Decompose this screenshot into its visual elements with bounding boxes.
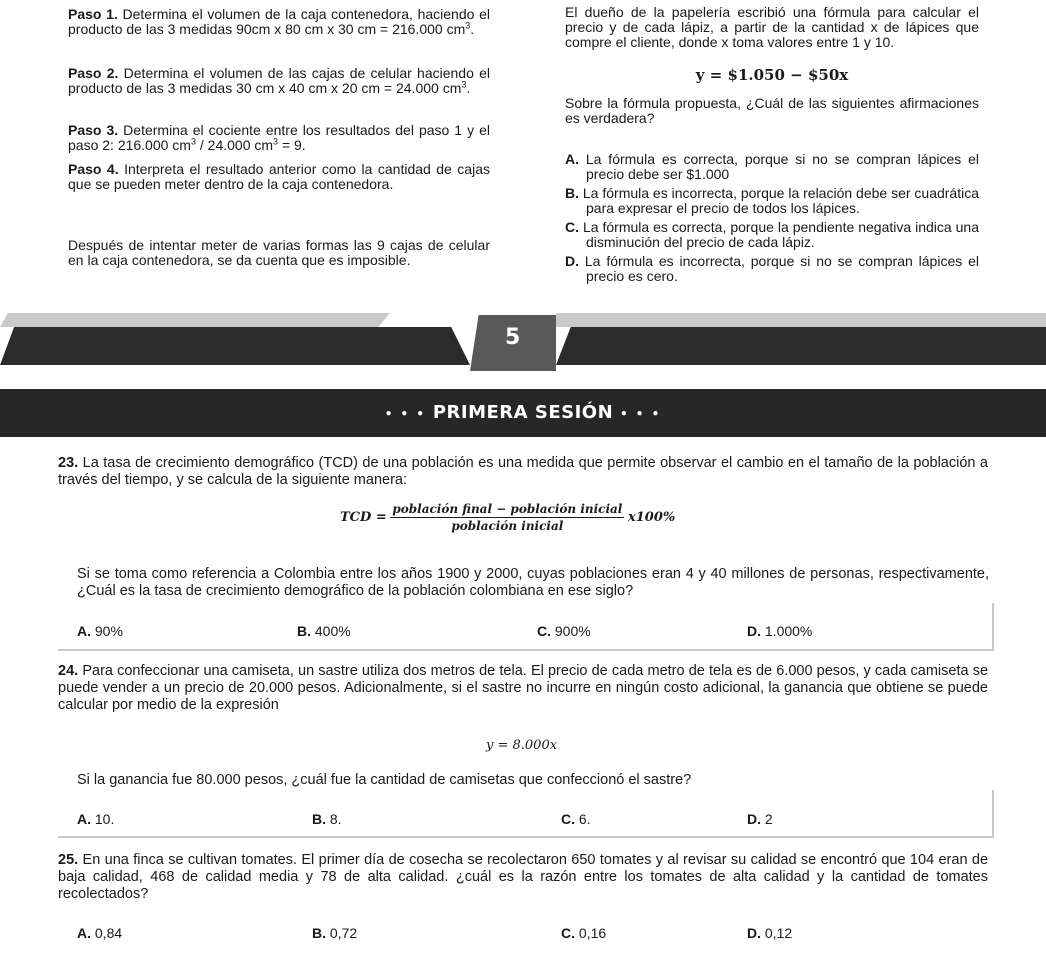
right-option-b[interactable]: B. La fórmula es incorrecta, porque la relación debe ser cuadrática para expresar el precio de todos los lápices. xyxy=(565,185,979,216)
step-2: Paso 2. Determina el volumen de las cajas de celular haciendo el producto de las 3 medidas 30 cm x 40 cm x 20 cm = 24.000 $cm^3$. xyxy=(68,65,491,96)
q25-option-c[interactable]: C. 0,16 xyxy=(561,925,607,941)
q23-option-c[interactable]: C. 900% xyxy=(537,623,591,639)
q23-option-d[interactable]: D. 1.000% xyxy=(747,623,813,639)
right-option-a[interactable]: A. La fórmula es correcta, porque si no se compran lápices el precio debe ser $1.000 xyxy=(565,151,980,182)
left-conclusion: Después de intentar meter de varias formas las 9 cajas de celular en la caja contenedora, se da cuenta que es imposible. xyxy=(68,237,490,268)
q25-option-d[interactable]: D. 0,12 xyxy=(747,925,793,941)
page-number: 5 xyxy=(505,325,521,350)
price-formula: y = $1.050 − $50x xyxy=(695,66,849,84)
q23-formula: TCD = $\frac{\text{población final − población inicial}}{\text{población inicial}}$ x100% xyxy=(340,502,676,533)
q23-option-b[interactable]: B. 400% xyxy=(297,623,351,639)
q25-option-b[interactable]: B. 0,72 xyxy=(312,925,358,941)
banner-stripe-light-right xyxy=(556,313,1046,327)
q24-option-a[interactable]: A. 10. xyxy=(77,811,115,827)
q24-stem: 24. Para confeccionar una camiseta, un sastre utiliza dos metros de tela. El precio de cada metro de tela es de 6.000 pesos, y cada camiseta se puede vender a un precio de 20.000 pesos. Adicionalmente, si el sastre no incurre en ningún costo adicional, la ganancia que obtiene se puede calcular por medio de la expresión xyxy=(58,663,989,713)
banner-stripe-dark xyxy=(0,327,470,365)
q24-option-b[interactable]: B. 8. xyxy=(312,811,342,827)
step-4: Paso 4. Interpreta el resultado anterior como la cantidad de cajas que se pueden meter dentro de la caja contenedora. xyxy=(68,161,490,192)
q25-option-a[interactable]: A. 0,84 xyxy=(77,925,123,941)
q24-divider-v xyxy=(992,790,994,837)
right-options xyxy=(565,152,979,284)
q23-fraction: $\frac{\text{población final − población inicial}}{\text{población inicial}}$ xyxy=(392,502,623,533)
q24-option-c[interactable]: C. 6. xyxy=(561,811,591,827)
q23-divider-v xyxy=(992,603,994,650)
session-title: • • • PRIMERA SESIÓN • • • xyxy=(384,402,662,423)
right-question: Sobre la fórmula propuesta, ¿Cuál de las siguientes afirmaciones es verdadera? xyxy=(565,95,979,126)
banner-stripe-dark-right xyxy=(556,327,1046,365)
q23-stem: 23. La tasa de crecimiento demográfico (TCD) de una población es una medida que permite observar el cambio en el tamaño de la población a través del tiempo, y se calcula de la siguiente manera: xyxy=(58,455,988,488)
q24-question: Si la ganancia fue 80.000 pesos, ¿cuál fue la cantidad de camisetas que confeccionó el sastre? xyxy=(77,772,692,788)
q23-question: Si se toma como referencia a Colombia entre los años 1900 y 2000, cuyas poblaciones eran 4 y 40 millones de personas, respectivamente, ¿Cuál es la tasa de crecimiento demográfico de la población colombiana en ese siglo? xyxy=(77,566,989,599)
right-intro: El dueño de la papelería escribió una fórmula para calcular el precio y de cada lápiz, a partir de la cantidad x de lápices que compre el cliente, donde x toma valores entre 1 y 10. xyxy=(565,4,979,50)
q24-formula: y = 8.000x xyxy=(486,738,558,753)
q25-stem: 25. En una finca se cultivan tomates. El primer día de cosecha se recolectaron 650 tomates y al revisar su calidad se encontró que 104 eran de baja calidad, 468 de calidad media y 78 de alta calidad. ¿cuál es la razón entre los tomates de alta calidad y la cantidad de tomates recolectados? xyxy=(58,852,989,902)
q24-divider-h xyxy=(58,836,994,838)
right-option-d[interactable]: D. La fórmula es incorrecta, porque si no se compran lápices el precio es cero. xyxy=(565,253,979,284)
right-option-c[interactable]: C. La fórmula es correcta, porque la pendiente negativa indica una disminución del precio de cada lápiz. xyxy=(565,219,979,250)
q24-option-d[interactable]: D. 2 xyxy=(747,811,773,827)
step-3: Paso 3. Determina el cociente entre los resultados del paso 1 y el paso 2: 216.000 $cm^3 / 24.000$ $cm^3 = 9$. xyxy=(68,122,491,153)
q23-divider-h xyxy=(58,649,994,651)
step-1: Paso 1. Determina el volumen de la caja contenedora, haciendo el producto de las 3 medidas 90cm x 80 cm x 30 cm = 216.000 $cm^3$. xyxy=(68,6,490,37)
banner-stripe-light xyxy=(0,313,390,327)
q23-option-a[interactable]: A. 90% xyxy=(77,623,123,639)
